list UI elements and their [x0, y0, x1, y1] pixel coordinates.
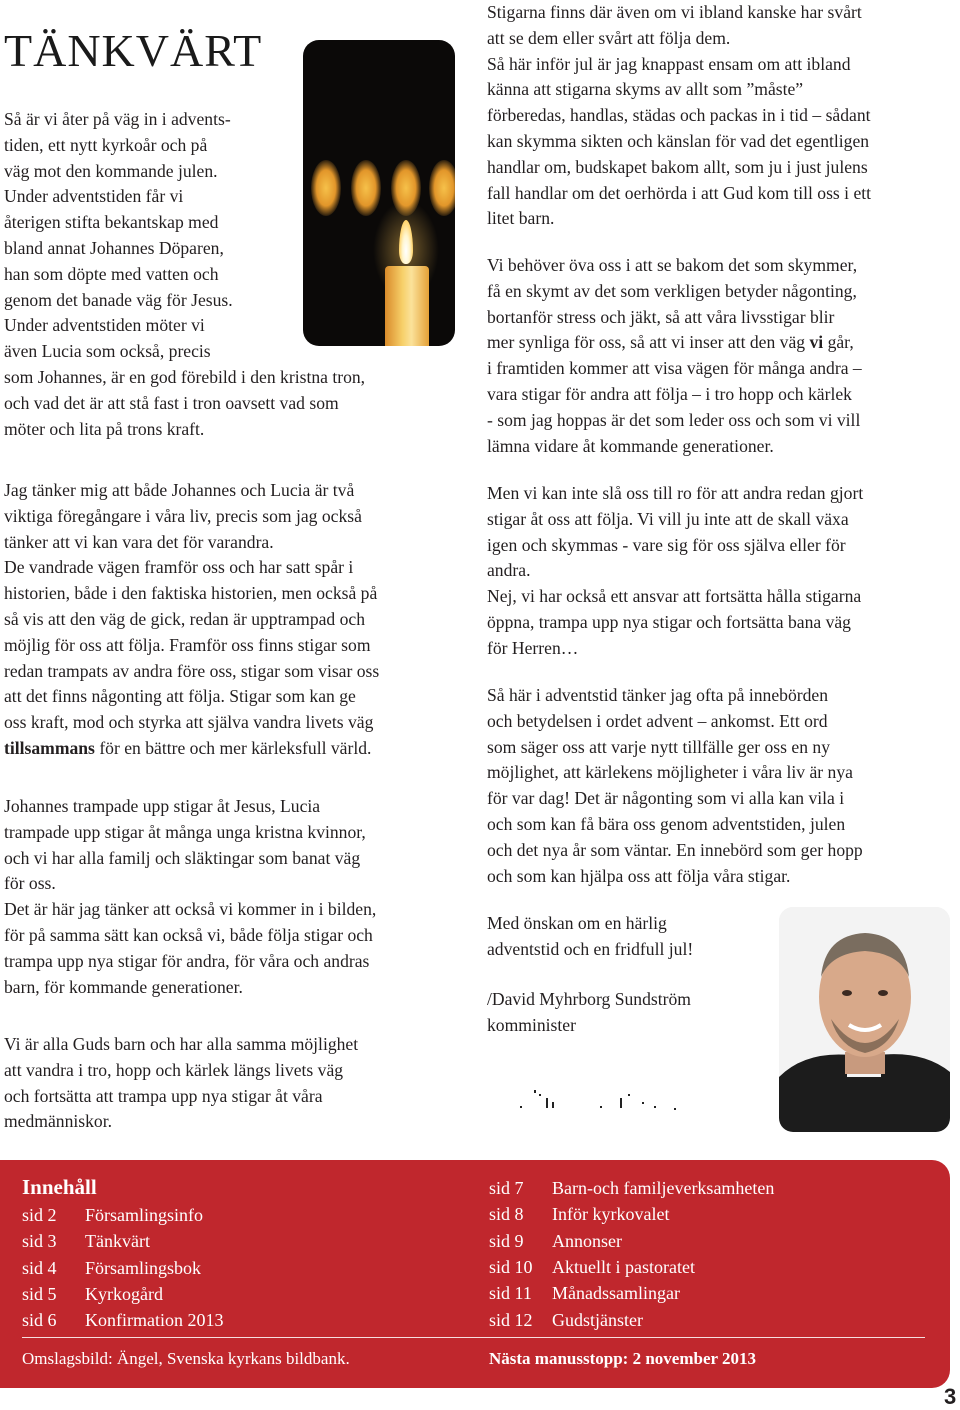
text-line: Vi behöver öva oss i att se bakom det som skymmer, [487, 255, 858, 275]
text-line: Johannes trampade upp stigar åt Jesus, Lucia [4, 796, 321, 816]
page-title: TÄNKVÄRT [4, 25, 263, 76]
text-line: vara stigar för andra att följa – i tro hopp och kärlek [487, 383, 852, 404]
contents-item [22, 1255, 201, 1281]
text-line: lämna vidare åt kommande generationer. [487, 435, 774, 456]
text-line: öppna, trampa upp nya stigar och fortsätta bana väg [487, 611, 851, 632]
contents-page-title: Kyrkogård [85, 1283, 163, 1304]
text-span: går, [823, 332, 854, 353]
page-number: 3 [944, 1384, 957, 1409]
bold-word: tillsammans [4, 737, 95, 758]
text-line: Vi är alla Guds barn och har alla samma möjlighet [4, 1034, 359, 1054]
contents-box [0, 1160, 950, 1388]
candle-wax [385, 266, 429, 346]
bokeh-light [429, 160, 455, 216]
contents-page-number: sid 10 [489, 1256, 533, 1277]
cover-credit: Omslagsbild: Ängel, Svenska kyrkans bildbank. [22, 1349, 350, 1368]
text-line: Så här i adventstid tänker jag ofta på innebörden [487, 685, 829, 705]
right-paragraph-2 [487, 253, 957, 459]
right-paragraph-1 [487, 0, 957, 232]
contents-page-number: sid 9 [489, 1230, 524, 1251]
text-line: - som jag hoppas är det som leder oss och som vi vill [487, 409, 861, 430]
contents-item [489, 1175, 774, 1201]
text-span: mer synliga för oss, så att vi inser att den väg [487, 332, 810, 353]
contents-page-number: sid 12 [489, 1309, 533, 1330]
text-line: i framtiden kommer att visa vägen för många andra – [487, 358, 862, 379]
text-line: viktiga föregångare i våra liv, precis som jag också [4, 505, 362, 526]
bokeh-light [311, 160, 341, 216]
text-line: som Johannes, är en god förebild i den kristna tron, [4, 367, 366, 387]
contents-item [22, 1228, 150, 1254]
text-line: och som kan hjälpa oss att följa våra stigar. [487, 865, 791, 886]
contents-page-number: sid 5 [22, 1283, 57, 1304]
text-line: möjlig för oss att följa. Framför oss finns stigar som [4, 634, 371, 655]
contents-item [22, 1281, 163, 1307]
contents-page-number: sid 3 [22, 1231, 57, 1252]
text-line: Stigarna finns där även om vi ibland kanske har svårt [487, 2, 862, 22]
text-line: litet barn. [487, 208, 555, 229]
text-line: andra. [487, 560, 531, 581]
contents-page-title: Församlingsinfo [85, 1205, 204, 1225]
left-paragraph-4 [4, 1032, 464, 1135]
text-line: handlar om, budskapet bakom allt, som ju i just julens [487, 156, 868, 177]
left-paragraph-3 [4, 794, 464, 1000]
text-line: han som döpte med vatten och [4, 263, 219, 284]
text-line: känna att stigarna skyms av allt som ”måste” [487, 79, 804, 100]
text-line [487, 330, 957, 356]
contents-page-title: Aktuellt i pastoratet [552, 1256, 695, 1277]
contents-item [489, 1201, 669, 1227]
text-line: Jag tänker mig att både Johannes och Lucia är två [4, 480, 355, 500]
right-paragraph-3 [487, 481, 957, 662]
bold-word: vi [809, 332, 824, 353]
text-line: återigen stifta bekantskap med [4, 212, 219, 233]
contents-item [22, 1307, 223, 1333]
text-line: fall handlar om det oerhörda i att Gud kom till oss i ett [487, 182, 872, 203]
text-line: genom det banade väg för Jesus. [4, 289, 233, 310]
text-line: historien, både i den faktiska historien, men också på [4, 583, 378, 604]
contents-page-title: Barn-och familjeverksamheten [552, 1178, 775, 1198]
closing-greeting [487, 911, 767, 963]
contents-item [489, 1307, 643, 1333]
text-line: och vad det är att stå fast i tron oavsett vad som [4, 392, 339, 413]
handwritten-signature [512, 1082, 682, 1116]
signature-block [487, 987, 767, 1039]
text-line: så vis att den väg de gick, redan är upptrampad och [4, 608, 366, 629]
text-line: adventstid och en fridfull jul! [487, 938, 694, 959]
text-span: för en bättre och mer kärleksfull värld. [94, 737, 372, 758]
contents-page-title: Gudstjänster [552, 1309, 643, 1330]
text-line: möter och lita på trons kraft. [4, 418, 205, 439]
divider [22, 1337, 925, 1338]
bokeh-light [351, 160, 381, 216]
intro-narrow [4, 107, 304, 365]
text-line: förberedas, handlas, städas och packas in i tid – sådant [487, 105, 871, 126]
text-line: och betydelsen i ordet advent – ankomst. Ett ord [487, 710, 828, 731]
author-portrait [779, 907, 950, 1132]
contents-item [489, 1280, 680, 1306]
deadline-note: Nästa manusstopp: 2 november 2013 [489, 1349, 756, 1368]
text-line: Med önskan om en härlig [487, 913, 667, 933]
contents-item [489, 1254, 695, 1280]
text-line: kan skymma sikten och känslan för vad det egentligen [487, 130, 870, 151]
text-line: väg mot den kommande julen. [4, 160, 218, 181]
contents-page-title: Månadssamlingar [552, 1283, 680, 1304]
intro-wide [4, 365, 464, 442]
text-line: /David Myhrborg Sundström [487, 989, 691, 1009]
contents-page-number: sid 8 [489, 1204, 524, 1225]
text-line: få en skymt av det som verkligen betyder någonting, [487, 280, 857, 301]
text-line: möjlighet, att kärlekens möjligheter i våra liv är nya [487, 762, 853, 783]
text-line: Men vi kan inte slå oss till ro för att andra redan gjort [487, 483, 864, 503]
text-line: Under adventstiden möter vi [4, 315, 205, 336]
text-line: även Lucia som också, precis [4, 341, 211, 362]
text-line [4, 736, 464, 762]
text-line: för var dag! Det är någonting som vi alla kan vila i [487, 788, 845, 809]
text-line: Under adventstiden får vi [4, 186, 184, 207]
text-line: Så här inför jul är jag knappast ensam om att ibland [487, 53, 851, 74]
text-line: tiden, ett nytt kyrkoår och på [4, 134, 208, 155]
contents-page-number: sid 6 [22, 1310, 57, 1331]
text-line: medmänniskor. [4, 1111, 112, 1132]
text-line: för oss. [4, 873, 56, 894]
contents-page-title: Konfirmation 2013 [85, 1310, 224, 1331]
text-line: och som kan få bära oss genom adventstiden, julen [487, 813, 846, 834]
left-paragraph-2 [4, 478, 464, 762]
text-line: och fortsätta att trampa upp nya stigar åt våra [4, 1085, 323, 1106]
text-line: De vandrade vägen framför oss och har satt spår i [4, 557, 354, 578]
text-line: att det finns någonting att följa. Stigar som kan ge [4, 686, 356, 707]
contents-page-number: sid 4 [22, 1257, 57, 1278]
text-line: tänker att vi kan vara det för varandra. [4, 531, 274, 552]
text-line: bland annat Johannes Döparen, [4, 237, 224, 258]
text-line: att se dem eller svårt att följa dem. [487, 27, 731, 48]
text-line: och det nya år som väntar. En innebörd som ger hopp [487, 839, 863, 860]
contents-item [22, 1202, 203, 1228]
text-line: för Herren… [487, 637, 579, 658]
contents-page-number: sid 7 [489, 1178, 524, 1198]
candle-image [303, 40, 455, 346]
contents-page-number: sid 2 [22, 1205, 57, 1225]
text-line: trampa upp nya stigar för andra, för våra och andras [4, 950, 370, 971]
contents-page-title: Församlingsbok [85, 1257, 202, 1278]
text-line: för på samma sätt kan också vi, både följa stigar och [4, 924, 373, 945]
text-line: igen och skymmas - vare sig för oss själva eller för [487, 534, 846, 555]
text-line: redan trampats av andra före oss, stigar som visar oss [4, 660, 380, 681]
text-line: och vi har alla familj och släktingar som banat väg [4, 847, 361, 868]
contents-item [489, 1228, 622, 1254]
right-paragraph-4 [487, 683, 957, 889]
contents-page-title: Annonser [552, 1230, 622, 1251]
contents-page-title: Inför kyrkovalet [552, 1204, 670, 1225]
text-line: stigar åt oss att följa. Vi vill ju inte att de skall växa [487, 508, 849, 529]
text-line: barn, för kommande generationer. [4, 976, 243, 997]
text-line: trampade upp stigar åt många unga kristna kvinnor, [4, 821, 366, 842]
text-line: bortanför stress och jäkt, så att våra livsstigar blir [487, 306, 835, 327]
text-line: som säger oss att varje nytt tillfälle ger oss en ny [487, 736, 831, 757]
text-line: Det är här jag tänker att också vi kommer in i bilden, [4, 899, 377, 920]
text-line: komminister [487, 1014, 576, 1035]
contents-page-number: sid 11 [489, 1283, 532, 1304]
text-line: Så är vi åter på väg in i advents- [4, 109, 231, 129]
text-line: att vandra i tro, hopp och kärlek längs livets väg [4, 1059, 344, 1080]
text-line: oss kraft, mod och styrka att själva vandra livets väg [4, 712, 374, 733]
text-line: Nej, vi har också ett ansvar att fortsätta hålla stigarna [487, 586, 862, 607]
contents-page-title: Tänkvärt [85, 1231, 150, 1252]
contents-heading: Innehåll [22, 1175, 97, 1199]
